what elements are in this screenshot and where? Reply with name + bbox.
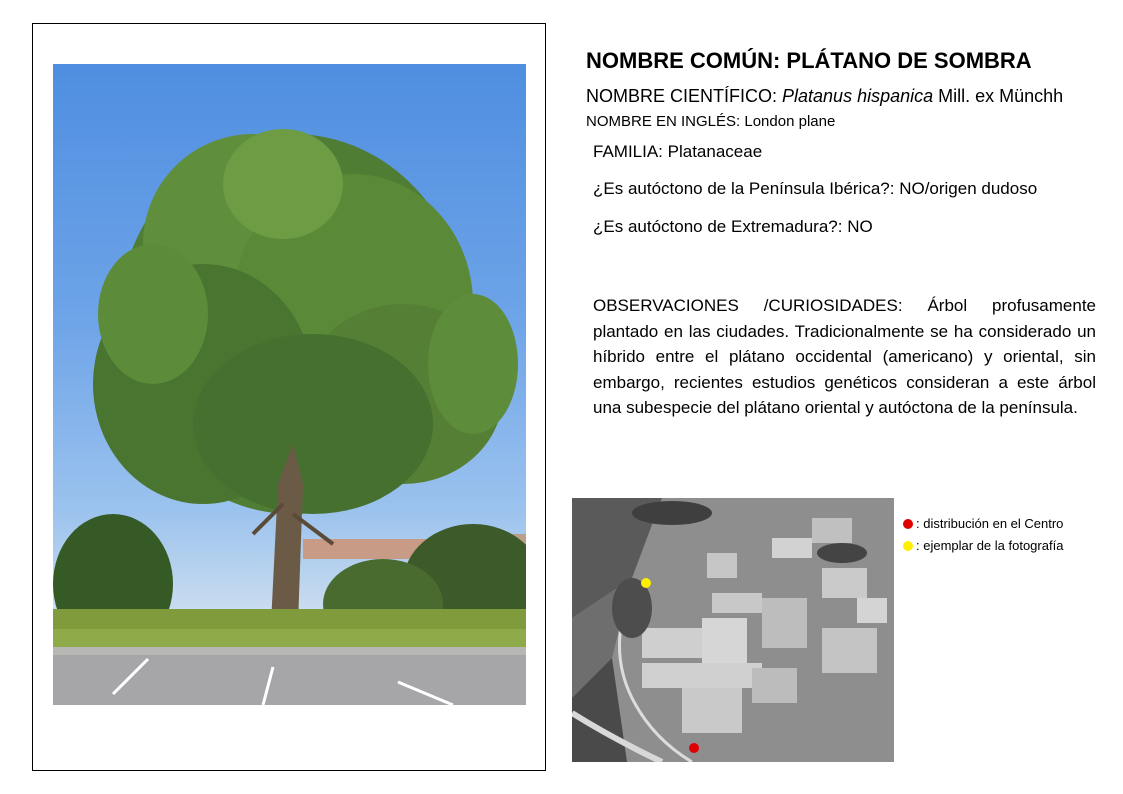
native-iberia-line: ¿Es autóctono de la Península Ibérica?: NO/origen dudoso — [593, 179, 1038, 198]
legend-yellow-label: : ejemplar de la fotografía — [916, 538, 1064, 553]
english-label: NOMBRE EN INGLÉS: — [586, 113, 745, 130]
distribution-marker — [689, 743, 699, 753]
photo-location-marker — [641, 578, 651, 588]
legend-yellow — [903, 538, 1063, 553]
tree-photo — [53, 64, 526, 705]
scientific-binomial: Platanus hispanica — [782, 86, 934, 106]
aerial-map — [572, 498, 894, 762]
family-line: FAMILIA: Platanaceae — [593, 142, 763, 161]
photo-frame — [32, 23, 546, 771]
common-name-title: NOMBRE COMÚN: PLÁTANO DE SOMBRA — [586, 48, 1032, 73]
scientific-name — [586, 86, 1063, 107]
red-dot-icon — [903, 519, 913, 529]
observations-paragraph: OBSERVACIONES /CURIOSIDADES: Árbol profusamente plantado en las ciudades. Tradicionalmente se ha considerado un híbrido entre el plátano occidental (americano) y oriental, sin embargo, recientes estudios genéticos consideran a este árbol una subespecie del plátano oriental y autóctona de la península. — [593, 296, 1096, 417]
native-extremadura-line: ¿Es autóctono de Extremadura?: NO — [593, 217, 873, 236]
legend-red — [903, 516, 1063, 531]
yellow-dot-icon — [903, 541, 913, 551]
scientific-author: Mill. ex Münchh — [933, 86, 1064, 106]
english-name — [586, 113, 835, 130]
english-value: London plane — [744, 113, 836, 130]
scientific-label: NOMBRE CIENTÍFICO: — [586, 86, 783, 106]
legend-red-label: : distribución en el Centro — [916, 516, 1064, 531]
